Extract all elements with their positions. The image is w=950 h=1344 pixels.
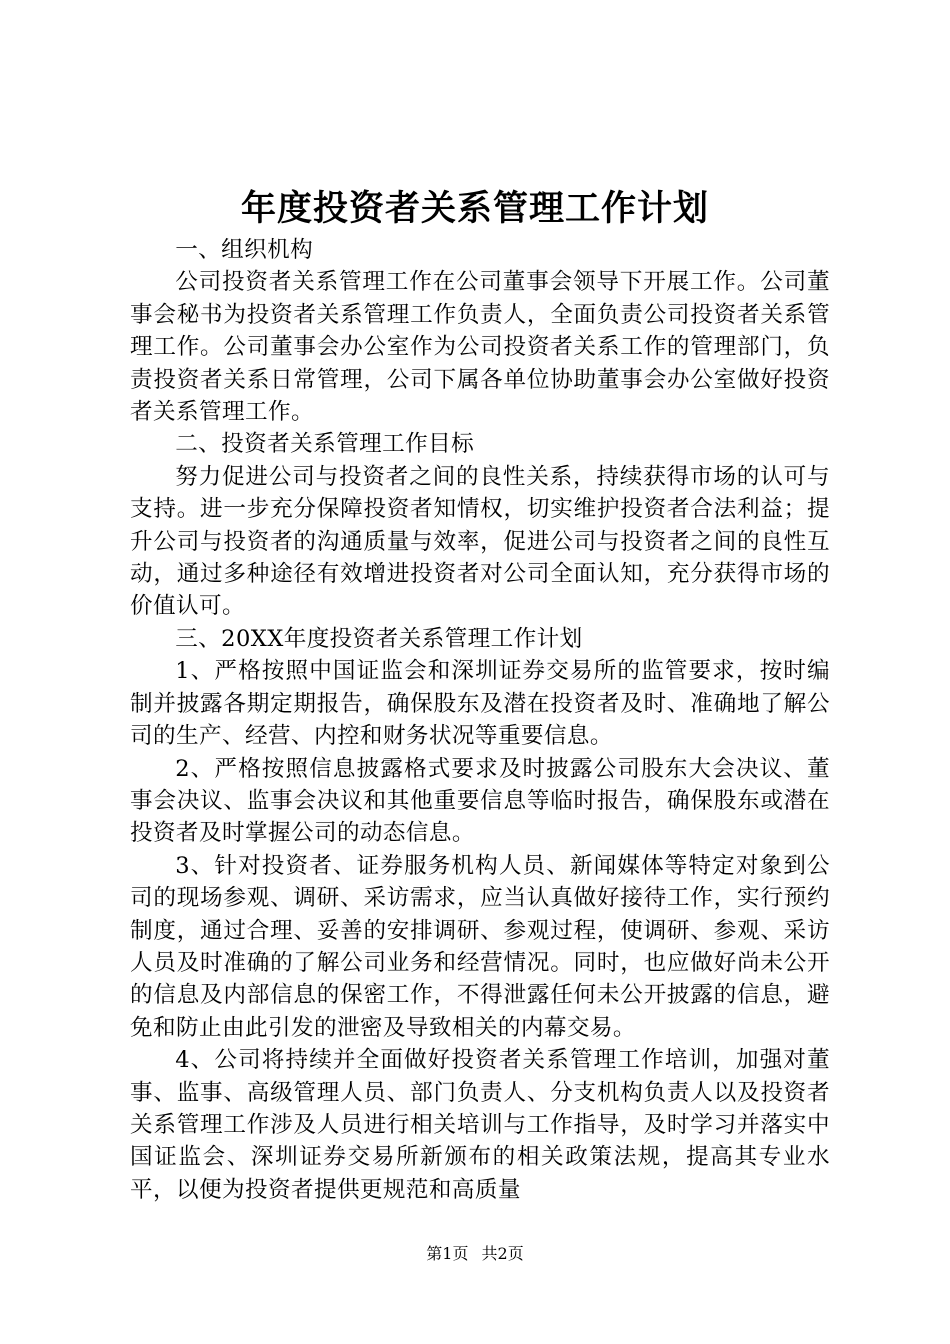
paragraph: 3、针对投资者、证券服务机构人员、新闻媒体等特定对象到公司的现场参观、调研、采访需求，应当认真做好接待工作，实行预约制度，通过合理、妥善的安排调研、参观过程，使调研、参观、采访人员及时准确的了解公司业务和经营情况。同时，也应做好尚未公开的信息及内部信息的保密工作，不得泄露任何未公开披露的信息，避免和防止由此引发的泄密及导致相关的内幕交易。: [130, 852, 830, 1041]
section-heading: 一、组织机构: [175, 237, 314, 263]
page-number: 第1页: [426, 1244, 469, 1263]
document-body: [130, 234, 830, 1206]
paragraph: 努力促进公司与投资者之间的良性关系，持续获得市场的认可与支持。进一步充分保障投资者知情权，切实维护投资者合法利益；提升公司与投资者的沟通质量与效率，促进公司与投资者之间的良性互动，通过多种途径有效增进投资者对公司全面认知，充分获得市场的价值认可。: [130, 463, 830, 620]
page-footer: [0, 1243, 950, 1265]
paragraph: 4、公司将持续并全面做好投资者关系管理工作培训，加强对董事、监事、高级管理人员、部门负责人、分支机构负责人以及投资者关系管理工作涉及人员进行相关培训与工作指导，及时学习并落实中国证监会、深圳证券交易所新颁布的相关政策法规，提高其专业水平，以便为投资者提供更规范和高质量: [130, 1047, 830, 1203]
document-title: 年度投资者关系管理工作计划: [240, 188, 709, 229]
paragraph: 1、严格按照中国证监会和深圳证券交易所的监管要求，按时编制并披露各期定期报告，确保股东及潜在投资者及时、准确地了解公司的生产、经营、内控和财务状况等重要信息。: [130, 658, 830, 750]
paragraph: 公司投资者关系管理工作在公司董事会领导下开展工作。公司董事会秘书为投资者关系管理工作负责人，全面负责公司投资者关系管理工作。公司董事会办公室作为公司投资者关系工作的管理部门，负责投资者关系日常管理，公司下属各单位协助董事会办公室做好投资者关系管理工作。: [130, 269, 830, 426]
section-heading: 二、投资者关系管理工作目标: [175, 431, 475, 458]
paragraph: 2、严格按照信息披露格式要求及时披露公司股东大会决议、董事会决议、监事会决议和其他重要信息等临时报告，确保股东或潜在投资者及时掌握公司的动态信息。: [130, 755, 830, 847]
page-total: 共2页: [481, 1244, 524, 1263]
section-heading: 三、20XX年度投资者关系管理工作计划: [175, 625, 583, 652]
